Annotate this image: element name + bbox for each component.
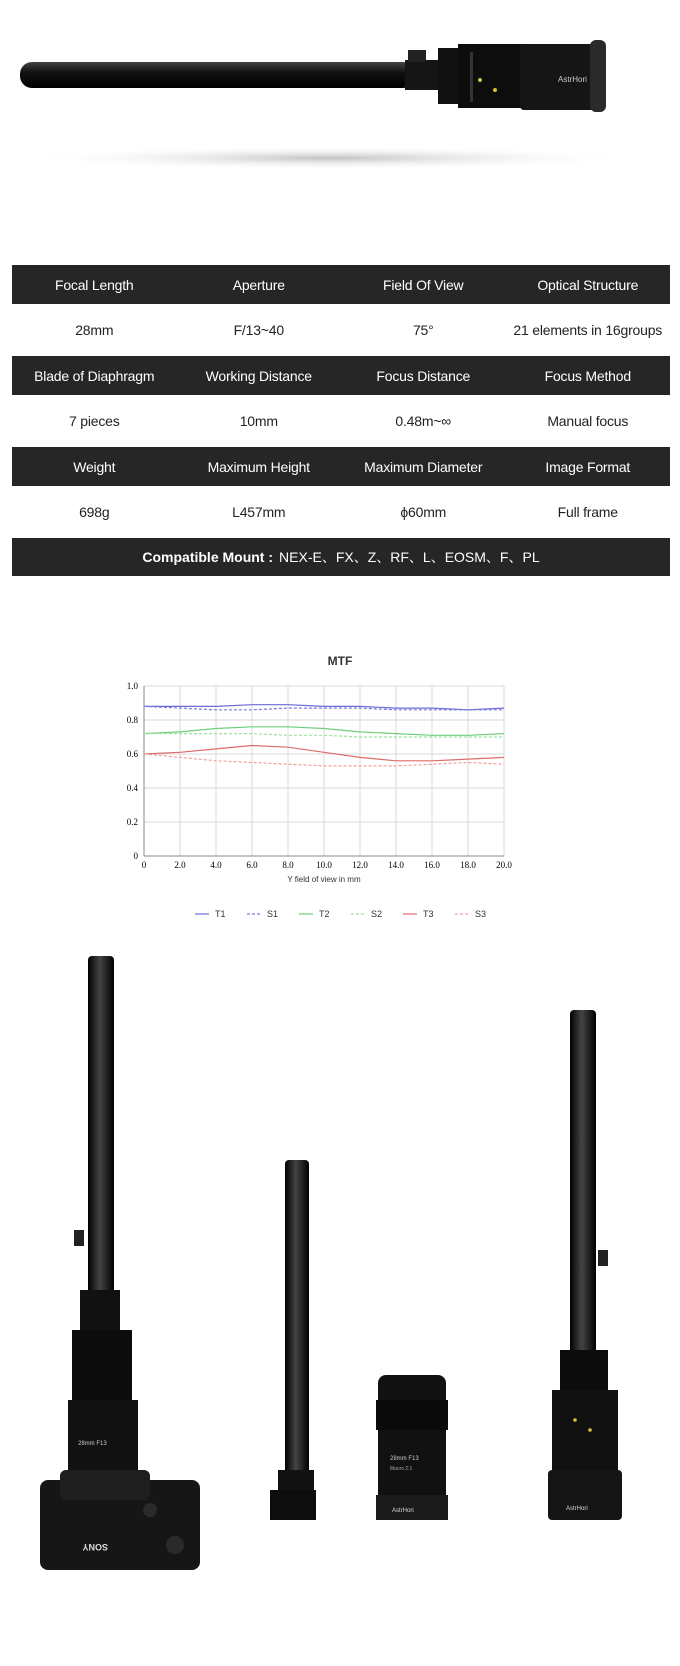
spec-header: Image Format [545,458,631,475]
spec-header: Maximum Diameter [364,458,483,475]
spec-table [12,265,670,576]
spec-header: Maximum Height [207,458,310,475]
legend-label: S3 [475,909,487,919]
spec-header: Aperture [232,276,285,293]
y-tick-label: 0.2 [126,817,138,827]
svg-text:AstrHori: AstrHori [392,1508,414,1514]
x-tick-label: 14.0 [388,860,404,870]
spec-header-row-2 [12,356,670,395]
x-tick-label: 16.0 [424,860,440,870]
product-photos [0,950,680,1661]
y-tick-label: 0.6 [126,749,138,759]
spec-value: F/13~40 [233,322,284,338]
spec-header: Blade of Diaphragm [34,367,155,384]
spec-value: Full frame [557,504,618,520]
spec-value: L457mm [232,504,286,520]
spec-header: Optical Structure [537,276,639,293]
spec-value: 28mm [75,322,114,338]
x-tick-label: 0 [141,860,147,870]
y-tick-label: 0 [133,851,138,861]
legend-label: S2 [371,909,383,919]
legend-label: T1 [215,909,226,919]
spec-value-row-1 [12,304,670,356]
y-tick-label: 0.8 [126,715,138,725]
spec-header: Focus Distance [376,367,471,384]
legend-label: S1 [267,909,279,919]
spec-header-row-3 [12,447,670,486]
x-tick-label: 12.0 [352,860,368,870]
legend-label: T3 [423,909,434,919]
x-tick-label: 10.0 [316,860,332,870]
y-tick-label: 0.4 [126,783,138,793]
spec-value: 0.48m~∞ [395,413,452,429]
mtf-chart [110,670,530,940]
spec-header: Focal Length [54,276,134,293]
svg-text:28mm F13: 28mm F13 [390,1456,419,1462]
x-tick-label: 18.0 [460,860,476,870]
svg-text:SONY: SONY [82,1542,108,1552]
x-axis-label: Y field of view in mm [287,875,361,884]
x-tick-label: 6.0 [246,860,258,870]
spec-value-row-3 [12,486,670,538]
hero-lens-image [0,0,680,200]
spec-value: ϕ60mm [400,504,447,520]
svg-text:AstrHori: AstrHori [566,1506,588,1512]
spec-header: Focus Method [544,367,631,384]
mount-values: NEX-E、FX、Z、RF、L、EOSM、F、PL [279,549,540,565]
product-photos-graphic [0,950,680,1661]
spec-header: Working Distance [205,367,312,384]
y-tick-label: 1.0 [126,681,138,691]
spec-value-row-2 [12,395,670,447]
spec-value: 7 pieces [68,413,120,429]
x-tick-label: 8.0 [282,860,294,870]
svg-text:28mm F13: 28mm F13 [78,1441,107,1447]
spec-value: Manual focus [547,413,629,429]
svg-text:Macro 2:1: Macro 2:1 [390,1466,413,1472]
x-tick-label: 4.0 [210,860,222,870]
spec-value: 75° [412,322,434,338]
spec-value: 698g [79,504,110,520]
spec-header: Field Of View [383,276,464,293]
compatible-mount-bar [12,538,670,576]
spec-header-row-1 [12,265,670,304]
svg-text:AstrHori: AstrHori [558,75,587,84]
chart-title: MTF [327,654,353,668]
x-tick-label: 2.0 [174,860,186,870]
spec-value: 21 elements in 16groups [513,322,663,338]
spec-header: Weight [73,458,116,475]
mount-label: Compatible Mount : [142,549,274,565]
x-tick-label: 20.0 [496,860,512,870]
hero-lens-graphic [0,0,680,200]
spec-value: 10mm [239,413,278,429]
legend-label: T2 [319,909,330,919]
